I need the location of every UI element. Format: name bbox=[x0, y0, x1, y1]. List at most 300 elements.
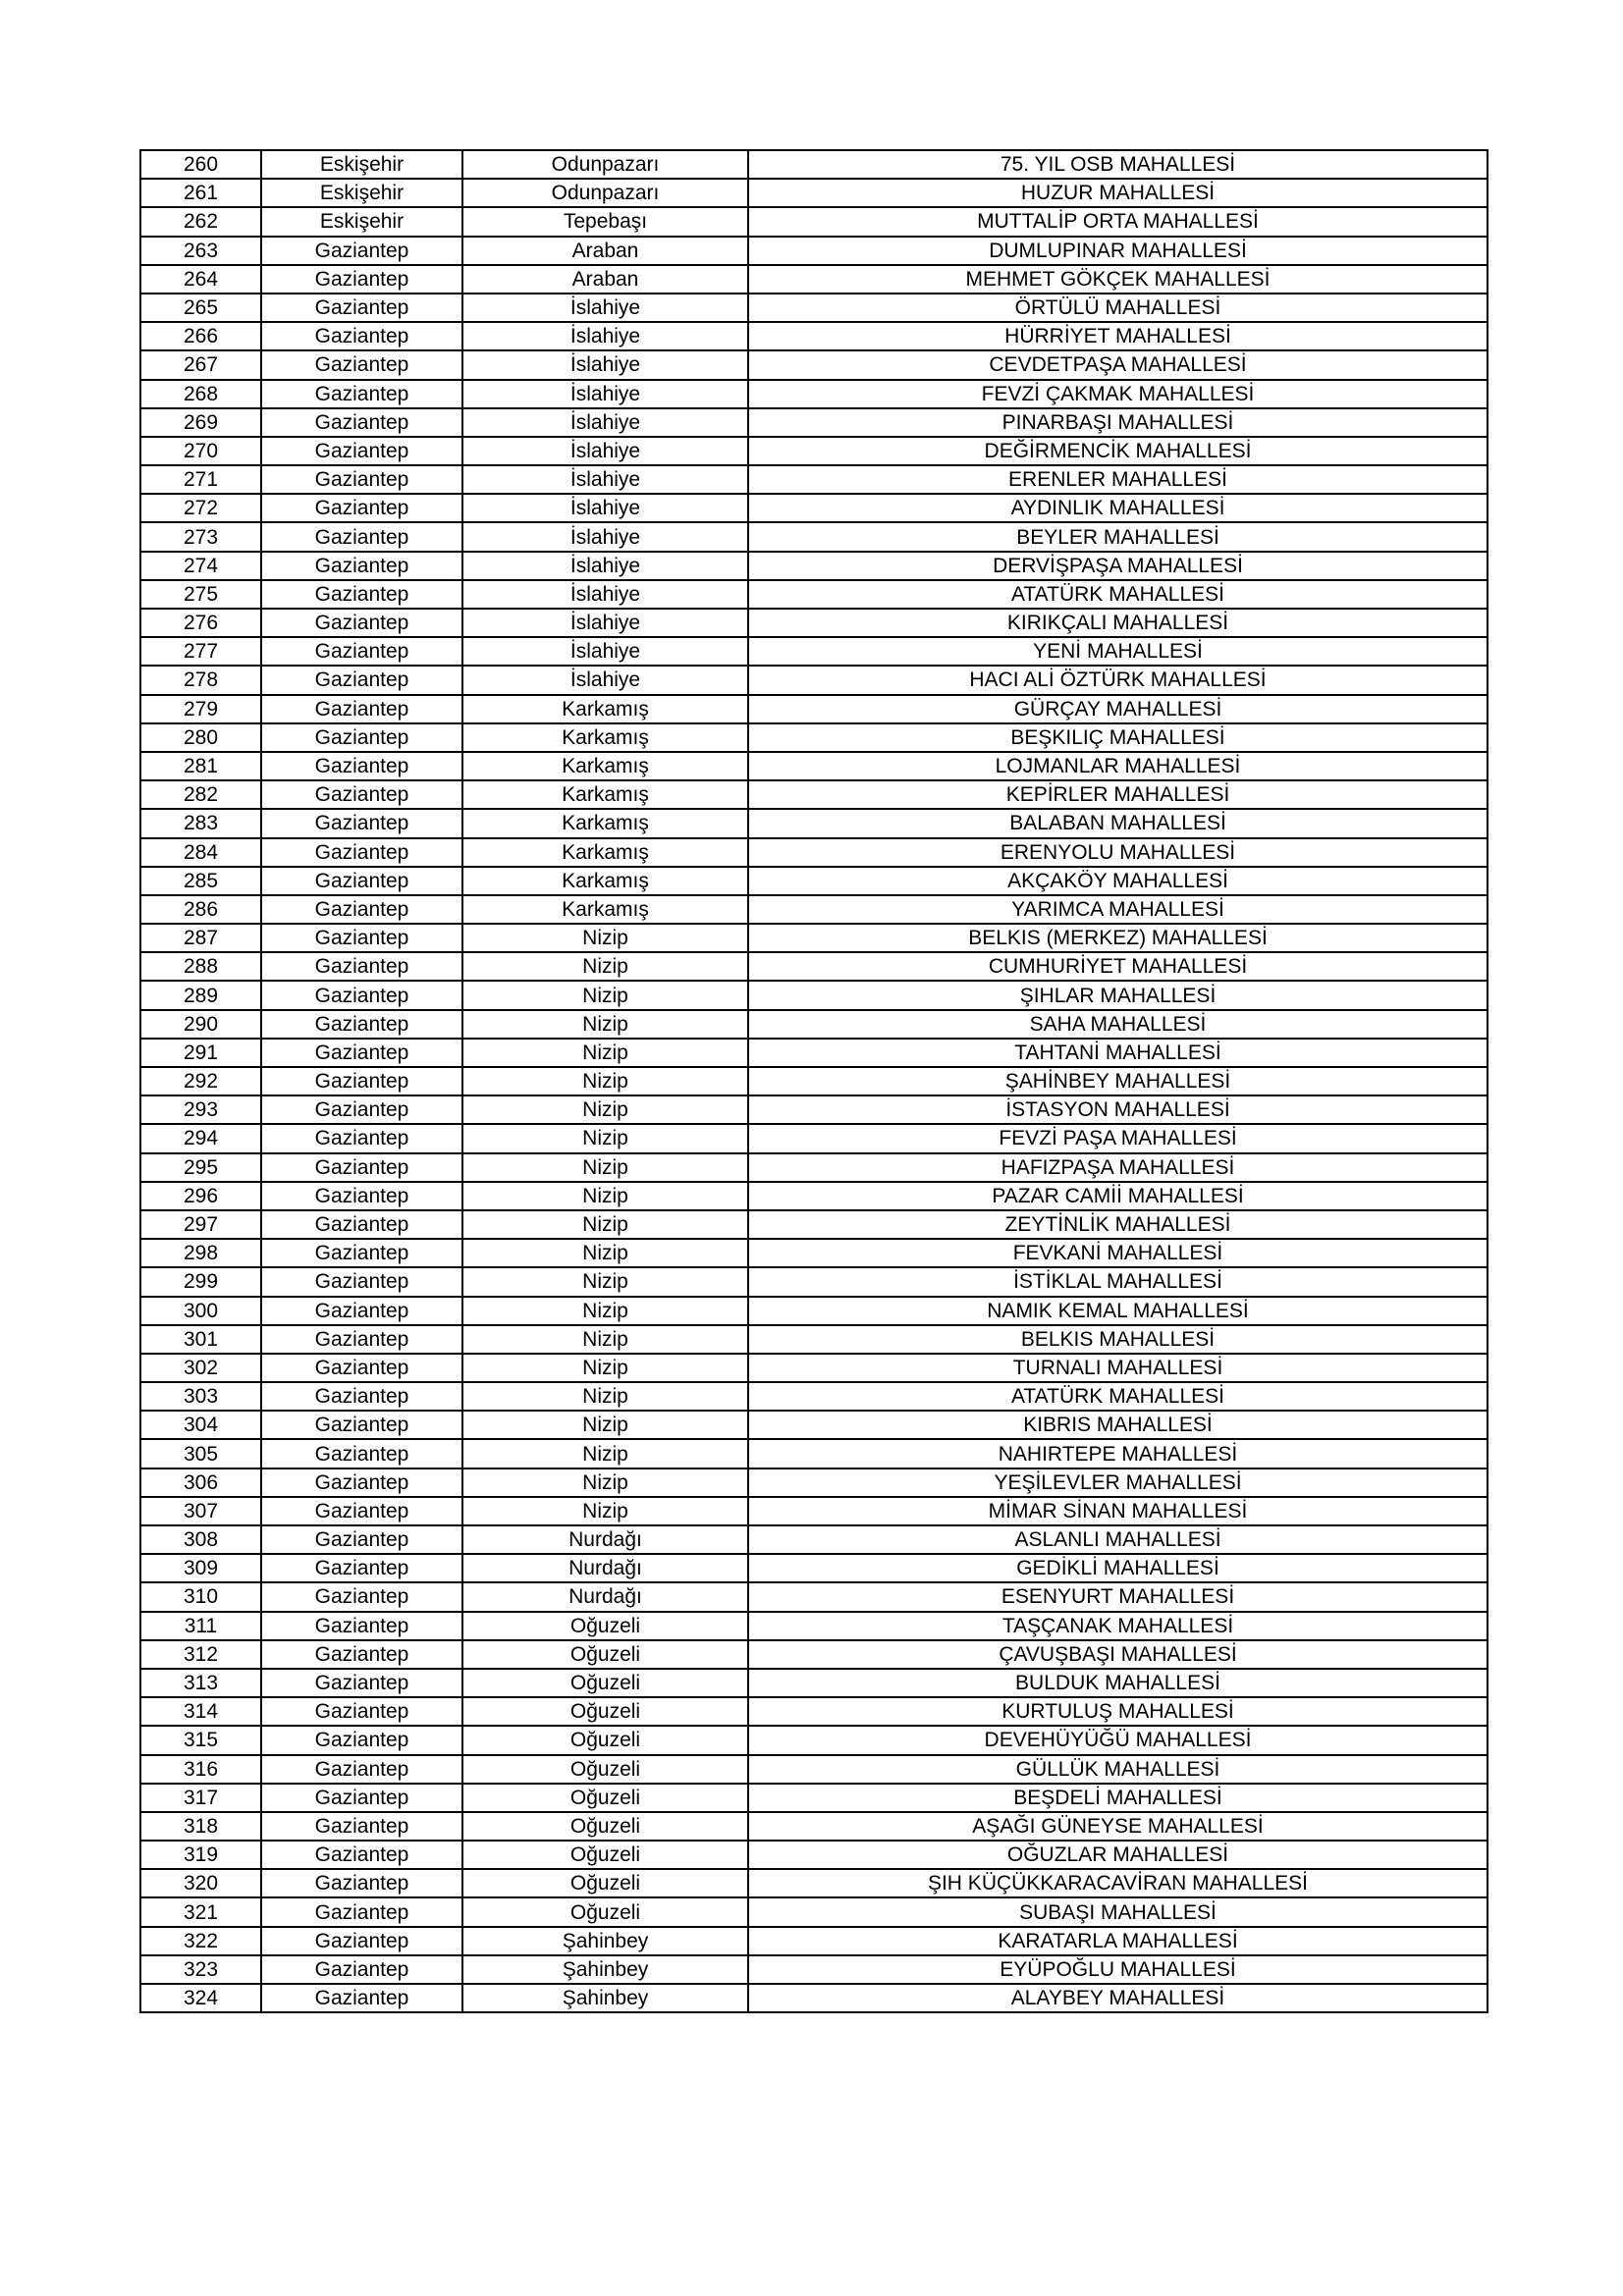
district-cell: İslahiye bbox=[462, 294, 748, 322]
row-number-cell: 265 bbox=[140, 294, 261, 322]
province-cell: Gaziantep bbox=[261, 1010, 462, 1039]
province-cell: Gaziantep bbox=[261, 1497, 462, 1525]
province-cell: Gaziantep bbox=[261, 952, 462, 981]
neighborhood-cell: SUBAŞI MAHALLESİ bbox=[748, 1897, 1488, 1926]
table-row bbox=[140, 867, 1488, 895]
district-cell: Karkamış bbox=[462, 752, 748, 780]
table-row bbox=[140, 1210, 1488, 1239]
district-cell: Nizip bbox=[462, 1210, 748, 1239]
district-cell: Tepebaşı bbox=[462, 207, 748, 236]
province-cell: Gaziantep bbox=[261, 1468, 462, 1497]
table-row bbox=[140, 895, 1488, 924]
row-number-cell: 292 bbox=[140, 1067, 261, 1095]
district-cell: Karkamış bbox=[462, 809, 748, 837]
row-number-cell: 263 bbox=[140, 237, 261, 265]
neighborhood-cell: BULDUK MAHALLESİ bbox=[748, 1669, 1488, 1697]
district-cell: Oğuzeli bbox=[462, 1669, 748, 1697]
row-number-cell: 285 bbox=[140, 867, 261, 895]
neighborhood-cell: OĞUZLAR MAHALLESİ bbox=[748, 1841, 1488, 1869]
district-cell: Nizip bbox=[462, 1124, 748, 1152]
neighborhood-cell: CEVDETPAŞA MAHALLESİ bbox=[748, 350, 1488, 379]
row-number-cell: 319 bbox=[140, 1841, 261, 1869]
neighborhood-cell: KEPİRLER MAHALLESİ bbox=[748, 780, 1488, 809]
row-number-cell: 302 bbox=[140, 1354, 261, 1382]
province-cell: Eskişehir bbox=[261, 179, 462, 207]
table-row bbox=[140, 1239, 1488, 1267]
district-cell: Karkamış bbox=[462, 838, 748, 867]
neighborhood-cell: BEYLER MAHALLESİ bbox=[748, 522, 1488, 551]
neighborhood-cell: ESENYURT MAHALLESİ bbox=[748, 1582, 1488, 1611]
district-cell: İslahiye bbox=[462, 637, 748, 666]
district-cell: Nizip bbox=[462, 1095, 748, 1124]
table-row bbox=[140, 1897, 1488, 1926]
district-cell: Nizip bbox=[462, 1039, 748, 1067]
neighborhood-cell: BELKIS MAHALLESİ bbox=[748, 1325, 1488, 1354]
row-number-cell: 303 bbox=[140, 1382, 261, 1411]
province-cell: Gaziantep bbox=[261, 1297, 462, 1325]
table-row bbox=[140, 1297, 1488, 1325]
neighborhood-cell: HAFIZPAŞA MAHALLESİ bbox=[748, 1153, 1488, 1182]
district-cell: Odunpazarı bbox=[462, 150, 748, 179]
row-number-cell: 279 bbox=[140, 695, 261, 723]
province-cell: Gaziantep bbox=[261, 695, 462, 723]
province-cell: Gaziantep bbox=[261, 1525, 462, 1554]
row-number-cell: 274 bbox=[140, 552, 261, 580]
province-cell: Gaziantep bbox=[261, 1382, 462, 1411]
district-cell: Oğuzeli bbox=[462, 1897, 748, 1926]
neighborhood-cell: ŞIHLAR MAHALLESİ bbox=[748, 981, 1488, 1009]
row-number-cell: 297 bbox=[140, 1210, 261, 1239]
district-cell: Nurdağı bbox=[462, 1582, 748, 1611]
province-cell: Gaziantep bbox=[261, 1095, 462, 1124]
neighborhood-cell: MİMAR SİNAN MAHALLESİ bbox=[748, 1497, 1488, 1525]
row-number-cell: 267 bbox=[140, 350, 261, 379]
neighborhood-cell: BELKIS (MERKEZ) MAHALLESİ bbox=[748, 924, 1488, 952]
table-row bbox=[140, 1612, 1488, 1640]
row-number-cell: 304 bbox=[140, 1411, 261, 1439]
row-number-cell: 313 bbox=[140, 1669, 261, 1697]
province-cell: Gaziantep bbox=[261, 1153, 462, 1182]
neighborhood-cell: ZEYTİNLİK MAHALLESİ bbox=[748, 1210, 1488, 1239]
province-cell: Gaziantep bbox=[261, 265, 462, 294]
table-row bbox=[140, 1955, 1488, 1984]
province-cell: Eskişehir bbox=[261, 207, 462, 236]
province-cell: Gaziantep bbox=[261, 1039, 462, 1067]
table-row bbox=[140, 580, 1488, 609]
row-number-cell: 323 bbox=[140, 1955, 261, 1984]
table-row bbox=[140, 1411, 1488, 1439]
province-cell: Gaziantep bbox=[261, 1841, 462, 1869]
table-row bbox=[140, 150, 1488, 179]
district-cell: Nizip bbox=[462, 1067, 748, 1095]
district-cell: Nizip bbox=[462, 1010, 748, 1039]
province-cell: Gaziantep bbox=[261, 1267, 462, 1296]
district-cell: Oğuzeli bbox=[462, 1812, 748, 1841]
neighborhood-cell: ŞIH KÜÇÜKKARACAVİRAN MAHALLESİ bbox=[748, 1869, 1488, 1897]
province-cell: Gaziantep bbox=[261, 1182, 462, 1210]
district-cell: Nizip bbox=[462, 1468, 748, 1497]
table-row bbox=[140, 637, 1488, 666]
table-row bbox=[140, 1841, 1488, 1869]
table-row bbox=[140, 723, 1488, 752]
province-cell: Gaziantep bbox=[261, 1955, 462, 1984]
neighborhood-cell: ÇAVUŞBAŞI MAHALLESİ bbox=[748, 1640, 1488, 1669]
province-cell: Gaziantep bbox=[261, 752, 462, 780]
province-cell: Gaziantep bbox=[261, 1697, 462, 1726]
table-row bbox=[140, 1726, 1488, 1754]
row-number-cell: 280 bbox=[140, 723, 261, 752]
table-body bbox=[140, 150, 1488, 2012]
neighborhood-cell: ATATÜRK MAHALLESİ bbox=[748, 580, 1488, 609]
neighborhood-cell: YARIMCA MAHALLESİ bbox=[748, 895, 1488, 924]
neighborhood-cell: ŞAHİNBEY MAHALLESİ bbox=[748, 1067, 1488, 1095]
table-row bbox=[140, 1669, 1488, 1697]
district-cell: Oğuzeli bbox=[462, 1612, 748, 1640]
district-cell: İslahiye bbox=[462, 580, 748, 609]
province-cell: Gaziantep bbox=[261, 609, 462, 637]
neighborhood-cell: AYDINLIK MAHALLESİ bbox=[748, 494, 1488, 522]
province-cell: Gaziantep bbox=[261, 522, 462, 551]
row-number-cell: 282 bbox=[140, 780, 261, 809]
district-cell: Nizip bbox=[462, 1382, 748, 1411]
neighborhood-cell: NAHIRTEPE MAHALLESİ bbox=[748, 1439, 1488, 1468]
table-row bbox=[140, 207, 1488, 236]
neighborhood-cell: İSTASYON MAHALLESİ bbox=[748, 1095, 1488, 1124]
neighborhood-cell: HÜRRİYET MAHALLESİ bbox=[748, 322, 1488, 350]
province-cell: Gaziantep bbox=[261, 637, 462, 666]
row-number-cell: 317 bbox=[140, 1784, 261, 1812]
neighborhood-cell: DUMLUPINAR MAHALLESİ bbox=[748, 237, 1488, 265]
neighborhood-cell: ÖRTÜLÜ MAHALLESİ bbox=[748, 294, 1488, 322]
province-cell: Gaziantep bbox=[261, 1669, 462, 1697]
row-number-cell: 306 bbox=[140, 1468, 261, 1497]
table-row bbox=[140, 465, 1488, 494]
neighborhood-cell: GEDİKLİ MAHALLESİ bbox=[748, 1554, 1488, 1582]
neighborhood-cell: DEĞİRMENCİK MAHALLESİ bbox=[748, 437, 1488, 465]
district-cell: Karkamış bbox=[462, 867, 748, 895]
table-row bbox=[140, 1554, 1488, 1582]
province-cell: Gaziantep bbox=[261, 1869, 462, 1897]
row-number-cell: 277 bbox=[140, 637, 261, 666]
district-cell: Nurdağı bbox=[462, 1525, 748, 1554]
table-row bbox=[140, 265, 1488, 294]
row-number-cell: 284 bbox=[140, 838, 261, 867]
row-number-cell: 271 bbox=[140, 465, 261, 494]
table-row bbox=[140, 1439, 1488, 1468]
neighborhood-cell: SAHA MAHALLESİ bbox=[748, 1010, 1488, 1039]
district-cell: Oğuzeli bbox=[462, 1697, 748, 1726]
table-row bbox=[140, 1984, 1488, 2012]
province-cell: Gaziantep bbox=[261, 838, 462, 867]
table-row bbox=[140, 838, 1488, 867]
row-number-cell: 262 bbox=[140, 207, 261, 236]
district-cell: İslahiye bbox=[462, 522, 748, 551]
neighborhood-cell: DEVEHÜYÜĞÜ MAHALLESİ bbox=[748, 1726, 1488, 1754]
neighborhood-cell: YEŞİLEVLER MAHALLESİ bbox=[748, 1468, 1488, 1497]
row-number-cell: 275 bbox=[140, 580, 261, 609]
district-cell: Oğuzeli bbox=[462, 1640, 748, 1669]
province-cell: Gaziantep bbox=[261, 1640, 462, 1669]
row-number-cell: 314 bbox=[140, 1697, 261, 1726]
district-cell: İslahiye bbox=[462, 408, 748, 437]
neighborhood-cell: FEVZİ PAŞA MAHALLESİ bbox=[748, 1124, 1488, 1152]
table-row bbox=[140, 1869, 1488, 1897]
table-row bbox=[140, 1267, 1488, 1296]
neighborhood-cell: TAŞÇANAK MAHALLESİ bbox=[748, 1612, 1488, 1640]
neighborhood-cell: ASLANLI MAHALLESİ bbox=[748, 1525, 1488, 1554]
table-row bbox=[140, 522, 1488, 551]
row-number-cell: 301 bbox=[140, 1325, 261, 1354]
table-row bbox=[140, 1927, 1488, 1955]
row-number-cell: 276 bbox=[140, 609, 261, 637]
province-cell: Gaziantep bbox=[261, 1554, 462, 1582]
district-cell: İslahiye bbox=[462, 465, 748, 494]
table-row bbox=[140, 609, 1488, 637]
table-row bbox=[140, 1755, 1488, 1784]
district-cell: İslahiye bbox=[462, 494, 748, 522]
table-row bbox=[140, 695, 1488, 723]
neighborhood-cell: BALABAN MAHALLESİ bbox=[748, 809, 1488, 837]
district-cell: Şahinbey bbox=[462, 1927, 748, 1955]
district-cell: Şahinbey bbox=[462, 1984, 748, 2012]
neighborhood-cell: HACI ALİ ÖZTÜRK MAHALLESİ bbox=[748, 666, 1488, 694]
table-row bbox=[140, 1039, 1488, 1067]
row-number-cell: 278 bbox=[140, 666, 261, 694]
table-row bbox=[140, 1784, 1488, 1812]
table-row bbox=[140, 1095, 1488, 1124]
table-row bbox=[140, 1010, 1488, 1039]
neighborhood-cell: ERENLER MAHALLESİ bbox=[748, 465, 1488, 494]
row-number-cell: 261 bbox=[140, 179, 261, 207]
district-cell: Nizip bbox=[462, 1354, 748, 1382]
row-number-cell: 309 bbox=[140, 1554, 261, 1582]
district-cell: Nizip bbox=[462, 924, 748, 952]
district-cell: Karkamış bbox=[462, 780, 748, 809]
province-cell: Gaziantep bbox=[261, 895, 462, 924]
row-number-cell: 273 bbox=[140, 522, 261, 551]
row-number-cell: 321 bbox=[140, 1897, 261, 1926]
province-cell: Gaziantep bbox=[261, 408, 462, 437]
table-row bbox=[140, 1153, 1488, 1182]
district-cell: Araban bbox=[462, 265, 748, 294]
row-number-cell: 294 bbox=[140, 1124, 261, 1152]
table-row bbox=[140, 780, 1488, 809]
table-row bbox=[140, 1525, 1488, 1554]
row-number-cell: 300 bbox=[140, 1297, 261, 1325]
table-row bbox=[140, 1812, 1488, 1841]
neighborhood-cell: KURTULUŞ MAHALLESİ bbox=[748, 1697, 1488, 1726]
table-row bbox=[140, 752, 1488, 780]
row-number-cell: 299 bbox=[140, 1267, 261, 1296]
row-number-cell: 286 bbox=[140, 895, 261, 924]
neighborhood-cell: MUTTALİP ORTA MAHALLESİ bbox=[748, 207, 1488, 236]
row-number-cell: 311 bbox=[140, 1612, 261, 1640]
neighborhood-cell: KARATARLA MAHALLESİ bbox=[748, 1927, 1488, 1955]
row-number-cell: 308 bbox=[140, 1525, 261, 1554]
district-cell: İslahiye bbox=[462, 380, 748, 408]
table-row bbox=[140, 437, 1488, 465]
province-cell: Gaziantep bbox=[261, 924, 462, 952]
table-row bbox=[140, 380, 1488, 408]
neighborhood-cell: BEŞKILIÇ MAHALLESİ bbox=[748, 723, 1488, 752]
neighborhood-cell: CUMHURİYET MAHALLESİ bbox=[748, 952, 1488, 981]
row-number-cell: 293 bbox=[140, 1095, 261, 1124]
row-number-cell: 298 bbox=[140, 1239, 261, 1267]
province-cell: Gaziantep bbox=[261, 350, 462, 379]
province-cell: Gaziantep bbox=[261, 1726, 462, 1754]
province-cell: Gaziantep bbox=[261, 723, 462, 752]
neighborhood-cell: ERENYOLU MAHALLESİ bbox=[748, 838, 1488, 867]
row-number-cell: 272 bbox=[140, 494, 261, 522]
neighborhood-cell: ALAYBEY MAHALLESİ bbox=[748, 1984, 1488, 2012]
province-cell: Gaziantep bbox=[261, 1124, 462, 1152]
district-cell: Oğuzeli bbox=[462, 1726, 748, 1754]
row-number-cell: 295 bbox=[140, 1153, 261, 1182]
district-cell: Karkamış bbox=[462, 895, 748, 924]
province-cell: Gaziantep bbox=[261, 322, 462, 350]
neighborhood-cell: ATATÜRK MAHALLESİ bbox=[748, 1382, 1488, 1411]
row-number-cell: 281 bbox=[140, 752, 261, 780]
neighborhood-cell: FEVKANİ MAHALLESİ bbox=[748, 1239, 1488, 1267]
neighborhood-cell: HUZUR MAHALLESİ bbox=[748, 179, 1488, 207]
row-number-cell: 312 bbox=[140, 1640, 261, 1669]
neighborhood-cell: BEŞDELİ MAHALLESİ bbox=[748, 1784, 1488, 1812]
province-cell: Gaziantep bbox=[261, 809, 462, 837]
row-number-cell: 289 bbox=[140, 981, 261, 1009]
province-cell: Gaziantep bbox=[261, 867, 462, 895]
table-row bbox=[140, 1067, 1488, 1095]
province-cell: Gaziantep bbox=[261, 294, 462, 322]
row-number-cell: 305 bbox=[140, 1439, 261, 1468]
district-cell: Nizip bbox=[462, 1439, 748, 1468]
table-row bbox=[140, 1354, 1488, 1382]
district-cell: Oğuzeli bbox=[462, 1869, 748, 1897]
province-cell: Gaziantep bbox=[261, 1439, 462, 1468]
table-row bbox=[140, 1124, 1488, 1152]
table-row bbox=[140, 494, 1488, 522]
province-cell: Gaziantep bbox=[261, 1210, 462, 1239]
table-row bbox=[140, 1382, 1488, 1411]
table-row bbox=[140, 408, 1488, 437]
province-cell: Gaziantep bbox=[261, 1612, 462, 1640]
province-cell: Gaziantep bbox=[261, 780, 462, 809]
neighborhood-cell: 75. YIL OSB MAHALLESİ bbox=[748, 150, 1488, 179]
district-cell: Nizip bbox=[462, 1153, 748, 1182]
province-cell: Gaziantep bbox=[261, 237, 462, 265]
table-row bbox=[140, 1468, 1488, 1497]
province-cell: Gaziantep bbox=[261, 1984, 462, 2012]
district-cell: Odunpazarı bbox=[462, 179, 748, 207]
district-cell: İslahiye bbox=[462, 350, 748, 379]
province-cell: Gaziantep bbox=[261, 465, 462, 494]
district-cell: İslahiye bbox=[462, 552, 748, 580]
row-number-cell: 291 bbox=[140, 1039, 261, 1067]
table-row bbox=[140, 552, 1488, 580]
row-number-cell: 324 bbox=[140, 1984, 261, 2012]
district-cell: İslahiye bbox=[462, 437, 748, 465]
neighborhood-cell: EYÜPOĞLU MAHALLESİ bbox=[748, 1955, 1488, 1984]
province-cell: Gaziantep bbox=[261, 666, 462, 694]
neighborhood-cell: PINARBAŞI MAHALLESİ bbox=[748, 408, 1488, 437]
neighborhood-cell: PAZAR CAMİİ MAHALLESİ bbox=[748, 1182, 1488, 1210]
district-cell: Şahinbey bbox=[462, 1955, 748, 1984]
neighborhood-cell: FEVZİ ÇAKMAK MAHALLESİ bbox=[748, 380, 1488, 408]
row-number-cell: 320 bbox=[140, 1869, 261, 1897]
province-cell: Gaziantep bbox=[261, 580, 462, 609]
district-cell: Nizip bbox=[462, 1325, 748, 1354]
neighborhood-cell: NAMIK KEMAL MAHALLESİ bbox=[748, 1297, 1488, 1325]
table-row bbox=[140, 322, 1488, 350]
district-cell: Oğuzeli bbox=[462, 1784, 748, 1812]
district-cell: Nizip bbox=[462, 1239, 748, 1267]
neighborhood-cell: İSTİKLAL MAHALLESİ bbox=[748, 1267, 1488, 1296]
district-cell: Nizip bbox=[462, 1182, 748, 1210]
province-cell: Gaziantep bbox=[261, 1927, 462, 1955]
table-row bbox=[140, 809, 1488, 837]
district-cell: Karkamış bbox=[462, 695, 748, 723]
province-cell: Gaziantep bbox=[261, 380, 462, 408]
district-cell: Nizip bbox=[462, 981, 748, 1009]
province-cell: Gaziantep bbox=[261, 1784, 462, 1812]
district-cell: Araban bbox=[462, 237, 748, 265]
province-cell: Gaziantep bbox=[261, 494, 462, 522]
row-number-cell: 310 bbox=[140, 1582, 261, 1611]
district-cell: Nizip bbox=[462, 1267, 748, 1296]
district-cell: İslahiye bbox=[462, 322, 748, 350]
row-number-cell: 307 bbox=[140, 1497, 261, 1525]
row-number-cell: 290 bbox=[140, 1010, 261, 1039]
neighborhood-table bbox=[139, 149, 1488, 2013]
table-row bbox=[140, 952, 1488, 981]
neighborhood-cell: LOJMANLAR MAHALLESİ bbox=[748, 752, 1488, 780]
province-cell: Gaziantep bbox=[261, 1755, 462, 1784]
province-cell: Gaziantep bbox=[261, 1582, 462, 1611]
row-number-cell: 316 bbox=[140, 1755, 261, 1784]
district-cell: Karkamış bbox=[462, 723, 748, 752]
row-number-cell: 268 bbox=[140, 380, 261, 408]
district-cell: Nizip bbox=[462, 1497, 748, 1525]
table-row bbox=[140, 1325, 1488, 1354]
row-number-cell: 318 bbox=[140, 1812, 261, 1841]
district-cell: Oğuzeli bbox=[462, 1755, 748, 1784]
row-number-cell: 322 bbox=[140, 1927, 261, 1955]
row-number-cell: 270 bbox=[140, 437, 261, 465]
row-number-cell: 266 bbox=[140, 322, 261, 350]
province-cell: Gaziantep bbox=[261, 1354, 462, 1382]
province-cell: Eskişehir bbox=[261, 150, 462, 179]
table-row bbox=[140, 294, 1488, 322]
table-row bbox=[140, 1582, 1488, 1611]
district-cell: İslahiye bbox=[462, 609, 748, 637]
district-cell: Oğuzeli bbox=[462, 1841, 748, 1869]
table-row bbox=[140, 666, 1488, 694]
row-number-cell: 260 bbox=[140, 150, 261, 179]
neighborhood-cell: AŞAĞI GÜNEYSE MAHALLESİ bbox=[748, 1812, 1488, 1841]
table-row bbox=[140, 1497, 1488, 1525]
district-cell: Nizip bbox=[462, 1297, 748, 1325]
table-row bbox=[140, 350, 1488, 379]
table-row bbox=[140, 1182, 1488, 1210]
province-cell: Gaziantep bbox=[261, 1325, 462, 1354]
neighborhood-cell: MEHMET GÖKÇEK MAHALLESİ bbox=[748, 265, 1488, 294]
province-cell: Gaziantep bbox=[261, 437, 462, 465]
neighborhood-cell: AKÇAKÖY MAHALLESİ bbox=[748, 867, 1488, 895]
neighborhood-cell: YENİ MAHALLESİ bbox=[748, 637, 1488, 666]
district-cell: İslahiye bbox=[462, 666, 748, 694]
province-cell: Gaziantep bbox=[261, 1411, 462, 1439]
row-number-cell: 288 bbox=[140, 952, 261, 981]
district-cell: Nizip bbox=[462, 1411, 748, 1439]
